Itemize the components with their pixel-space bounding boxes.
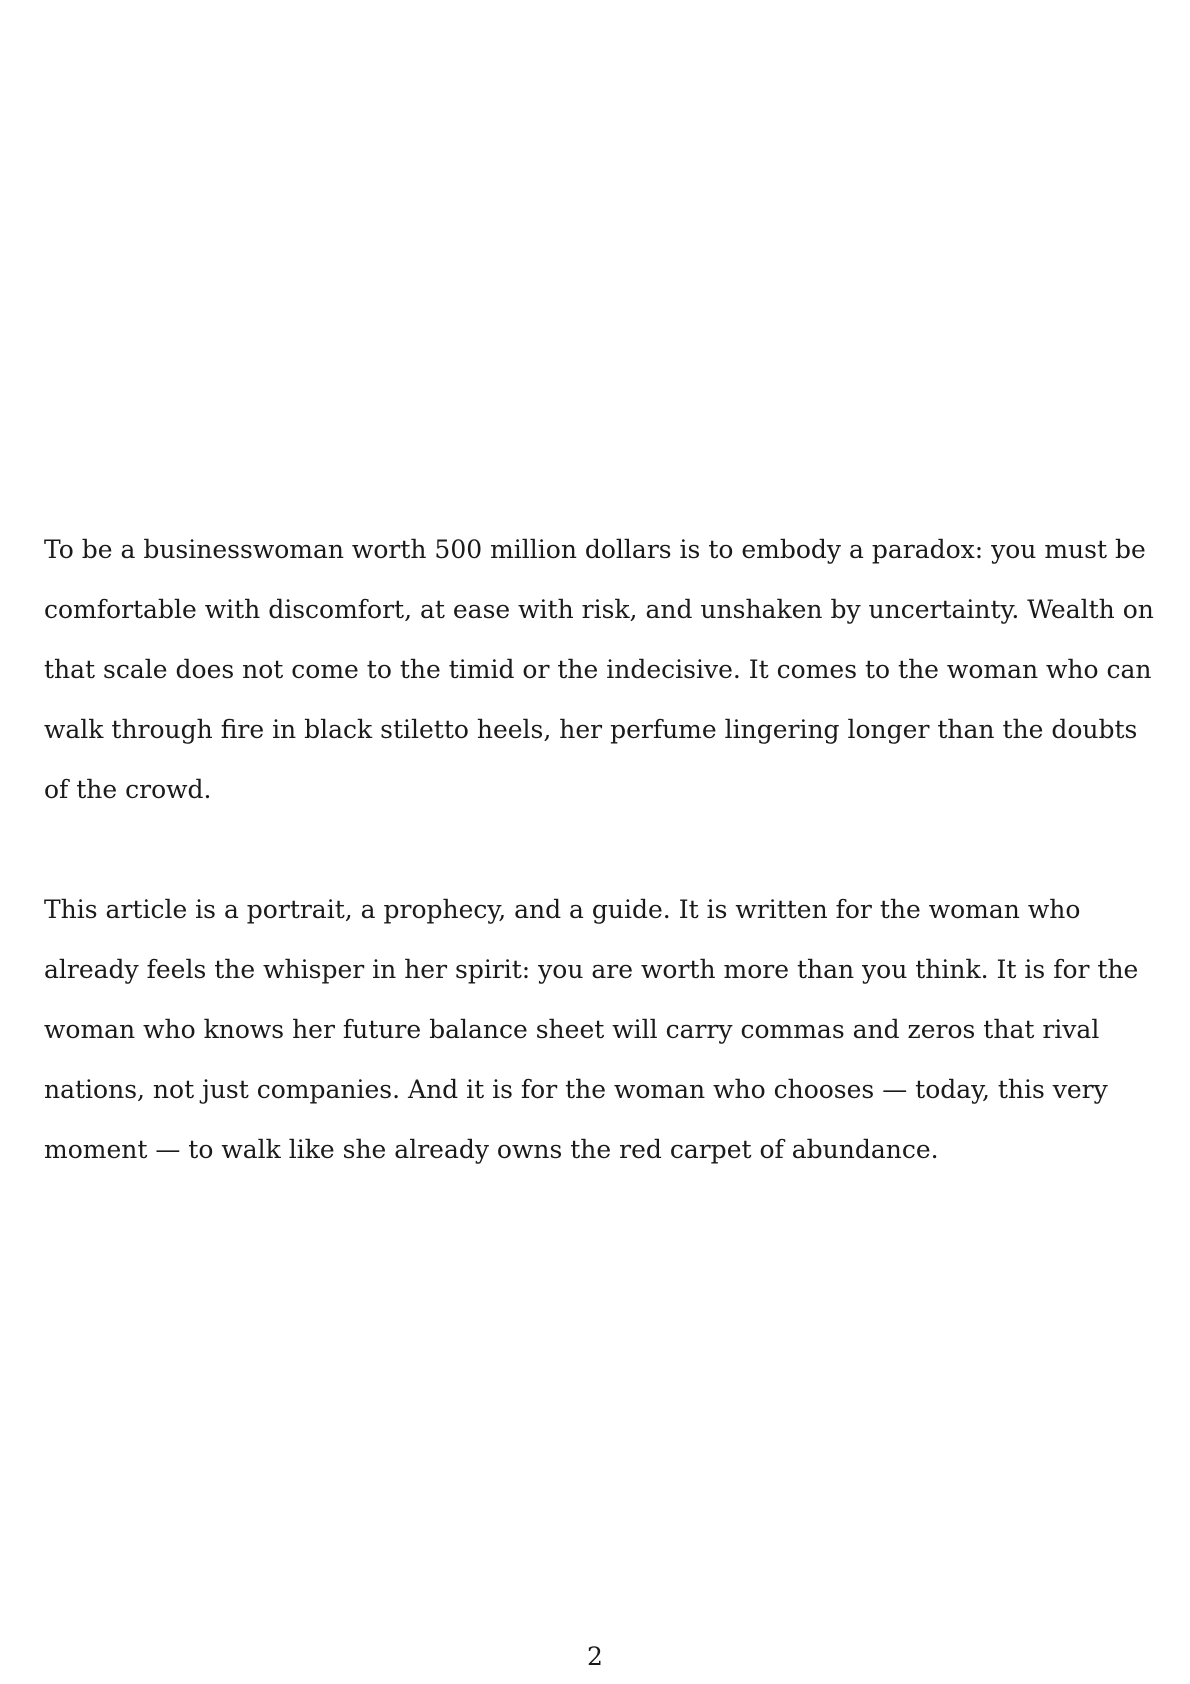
page-number: 2 <box>587 1642 603 1671</box>
body-text <box>44 520 1154 1180</box>
paragraph: This article is a portrait, a prophecy, and a guide. It is written for the woman who already feels the whisper in her spirit: you are worth more than you think. It is for the woman who knows her future balance sheet will carry commas and zeros that rival nations, not just companies. And it is for the woman who chooses — today, this very moment — to walk like she already owns the red carpet of abundance. <box>44 895 1139 1164</box>
paragraph: To be a businesswoman worth 500 million dollars is to embody a paradox: you must be comfortable with discomfort, at ease with risk, and unshaken by uncertainty. Wealth on that scale does not come to the timid or the indecisive. It comes to the woman who can walk through fire in black stiletto heels, her perfume lingering longer than the doubts of the crowd. <box>44 535 1154 804</box>
